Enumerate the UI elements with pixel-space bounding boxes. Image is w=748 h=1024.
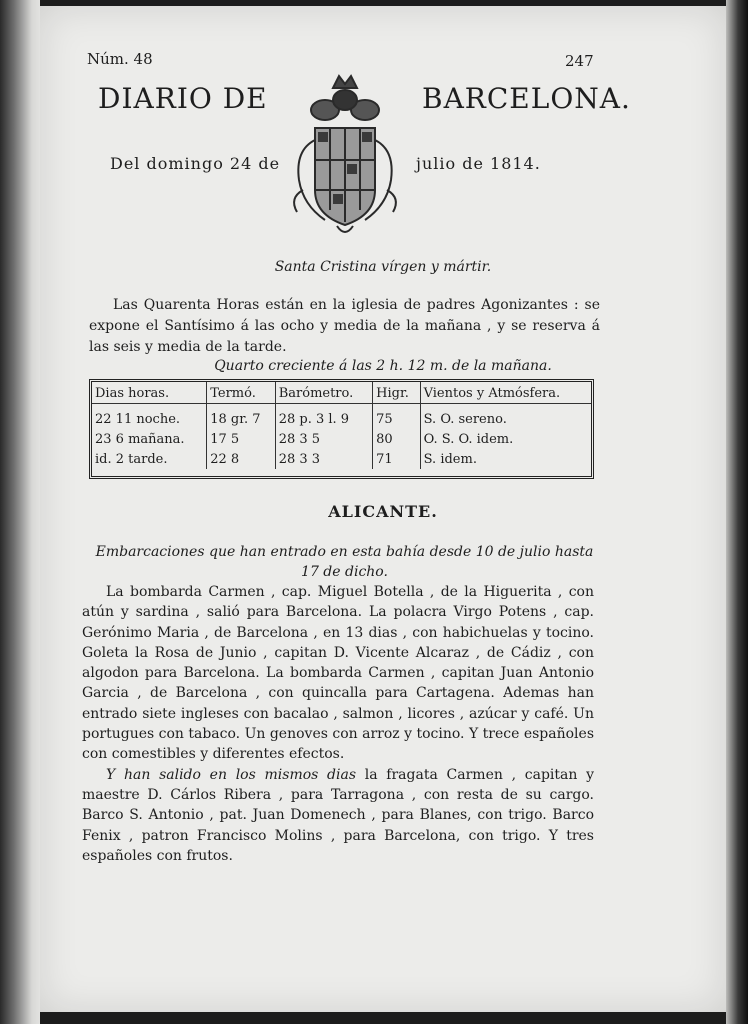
column-header: Dias horas. — [92, 382, 207, 404]
table-cell: S. O. sereno. — [423, 411, 507, 427]
article-paragraph — [82, 765, 594, 866]
column-header: Barómetro. — [275, 382, 372, 404]
table-row — [92, 429, 591, 449]
article-paragraph: La bombarda Carmen , cap. Miguel Botella , de la Higuerita , con atún y sardina , salió para Barcelona. La polacra Virgo Potens , cap. Gerónimo Maria , de Barcelona , en 13 dias , con habichuelas y tocino. Goleta la Rosa de Junio , capitan D. Vicente Alcaraz , de Cádiz , con algodon para Barcelona. La bombarda Carmen , capitan Juan Antonio Garcia , de Barcelona , con quincalla para Cartagena. Ademas han entrado siete ingleses con bacalao , salmon , licores , azúcar y café. Un portugues con tabaco. Un genoves con arroz y tocino. Y trece españoles con comestibles y diferentes efectos. — [82, 584, 594, 763]
column-header: Termó. — [207, 382, 275, 404]
book-binding-left — [0, 0, 40, 1024]
masthead-title-right: BARCELONA. — [422, 82, 631, 115]
issue-date-left: Del domingo 24 de — [110, 154, 281, 173]
table-cell: id. 2 tarde. — [92, 449, 207, 469]
table-cell: 28 p. 3 l. 9 — [275, 404, 372, 430]
religious-announcement: Las Quarenta Horas están en la iglesia de padres Agonizantes : se expone el Santísimo á las ocho y media de la mañana , y se reserva á las seis y media de la tarde. — [89, 297, 600, 355]
moon-phase: Quarto creciente á las 2 h. 12 m. de la mañana. — [214, 358, 552, 374]
table-cell: 22 8 — [207, 449, 275, 469]
column-header: Higr. — [373, 382, 420, 404]
paragraph-text: la fragata Carmen , capitan y maestre D. Cárlos Ribera , para Tarragona , con resta de su cargo. Barco S. Antonio , pat. Juan Domenech , para Blanes, con trigo. Barco Fenix , patron Francisco Molins , para Barcelona, con trigo. Y tres españoles con frutos. — [82, 766, 595, 864]
table-cell: 17 5 — [207, 429, 275, 449]
newspaper-page — [40, 6, 726, 1012]
issue-date-right: julio de 1814. — [416, 154, 541, 173]
table-cell: 28 3 5 — [275, 429, 372, 449]
masthead-title-left: DIARIO DE — [98, 82, 268, 115]
article-body — [82, 582, 594, 866]
table-row — [92, 449, 591, 469]
table-cell: 22 11 noche. — [92, 404, 207, 430]
section-subtitle: Embarcaciones que han entrado en esta bahía desde 10 de julio hasta 17 de dicho. — [95, 544, 594, 580]
section-title: ALICANTE. — [328, 502, 438, 521]
table-row — [92, 404, 591, 430]
table-cell: 75 — [373, 404, 420, 430]
saint-of-day: Santa Cristina vírgen y mártir. — [274, 259, 492, 275]
table-cell: 23 6 mañana. — [92, 429, 207, 449]
column-header: Vientos y Atmósfera. — [420, 382, 591, 404]
issue-number: Núm. 48 — [87, 50, 153, 68]
coat-of-arms-icon — [285, 70, 405, 240]
table-cell: 80 — [373, 429, 420, 449]
table-cell: S. idem. — [423, 451, 477, 467]
table-cell: 71 — [373, 449, 420, 469]
table-cell: 28 3 3 — [275, 449, 372, 469]
weather-table — [89, 379, 594, 479]
table-cell: O. S. O. idem. — [423, 431, 514, 447]
page-number: 247 — [565, 52, 594, 70]
italic-lead-in: Y han salido en los mismos dias — [106, 766, 357, 783]
table-cell: 18 gr. 7 — [207, 404, 275, 430]
book-edge-right — [726, 0, 748, 1024]
weather-table-header — [92, 382, 591, 404]
